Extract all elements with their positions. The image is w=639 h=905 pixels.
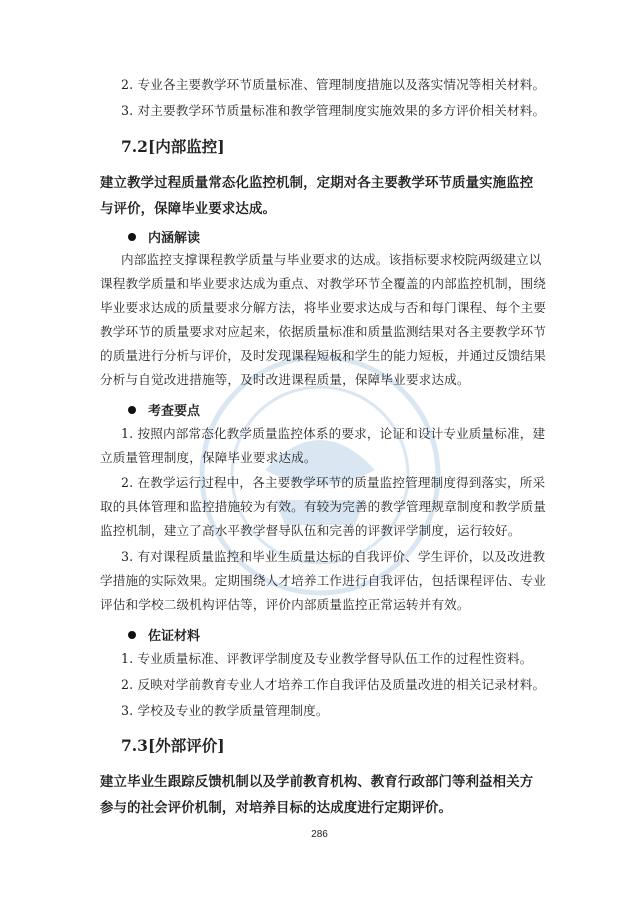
text-line: 分析与自觉改进措施等，及时改进课程质量，保障毕业要求达成。 — [100, 372, 470, 387]
bullet-dot-icon — [128, 406, 136, 414]
bullet-heading-zuozheng — [128, 628, 200, 646]
standard-text: 与评价，保障毕业要求达成。 — [100, 201, 277, 217]
section-heading-7-2: 7.2[内部监控] — [121, 137, 225, 156]
standard-text: 建立教学过程质量常态化监控机制，定期对各主要教学环节质量实施监控 — [100, 175, 534, 191]
standard-text: 参与的社会评价机制，对培养目标的达成度进行定期评价。 — [100, 800, 453, 816]
page-number: 286 — [311, 829, 328, 840]
bullet-heading-neihan — [128, 230, 200, 248]
text-line: 3. 对主要教学环节质量标准和教学管理制度实施效果的多方评价相关材料。 — [121, 103, 546, 118]
text-line: 毕业要求达成的质量要求分解方法，将毕业要求达成与否和每门课程、每个主要 — [100, 300, 547, 315]
bullet-label: 内涵解读 — [148, 231, 201, 246]
text-line: 1. 专业质量标准、评教评学制度及专业教学督导队伍工作的过程性资料。 — [121, 651, 533, 666]
text-line: 3. 学校及专业的教学质量管理制度。 — [121, 703, 329, 718]
text-line: 2. 专业各主要教学环节质量标准、管理制度措施以及落实情况等相关材料。 — [121, 77, 546, 92]
section-heading-7-3: 7.3[外部评价] — [121, 736, 225, 755]
text-line: 的质量进行分析与评价，及时发现课程短板和学生的能力短板，并通过反馈结果 — [100, 348, 547, 363]
bullet-label: 佐证材料 — [148, 629, 201, 644]
text-line: 内部监控支撑课程教学质量与毕业要求的达成。该指标要求校院两级建立以 — [121, 252, 542, 267]
text-line: 学措施的实际效果。定期围绕人才培养工作进行自我评估，包括课程评估、专业 — [100, 573, 547, 588]
bullet-heading-kaocha — [128, 403, 200, 421]
text-line: 立质量管理制度，保障毕业要求达成。 — [100, 450, 317, 465]
standard-text: 建立毕业生跟踪反馈机制以及学前教育机构、教育行政部门等利益相关方 — [100, 774, 534, 790]
bullet-dot-icon — [128, 631, 136, 639]
text-line: 取的具体管理和监控措施较为有效。有较为完善的教学管理规章制度和教学质量 — [100, 499, 547, 514]
text-line: 2. 反映对学前教育专业人才培养工作自我评估及质量改进的相关记录材料。 — [121, 677, 546, 692]
text-line: 3. 有对课程质量监控和毕业生质量达标的自我评价、学生评价，以及改进教 — [121, 549, 546, 564]
text-line: 监控机制，建立了高水平教学督导队伍和完善的评教评学制度，运行较好。 — [100, 523, 521, 538]
bullet-label: 考查要点 — [148, 404, 201, 419]
text-line: 2. 在教学运行过程中，各主要教学环节的质量监控管理制度得到落实，所采 — [121, 475, 546, 490]
text-line: 1. 按照内部常态化教学质量监控体系的要求，论证和设计专业质量标准，建 — [121, 426, 546, 441]
text-line: 课程教学质量和毕业要求达成为重点、对教学环节全覆盖的内部监控机制，围绕 — [100, 276, 547, 291]
text-line: 评估和学校二级机构评估等，评价内部质量监控正常运转并有效。 — [100, 597, 470, 612]
text-line: 教学环节的质量要求对应起来，依据质量标准和质量监测结果对各主要教学环节 — [100, 324, 547, 339]
bullet-dot-icon — [128, 233, 136, 241]
